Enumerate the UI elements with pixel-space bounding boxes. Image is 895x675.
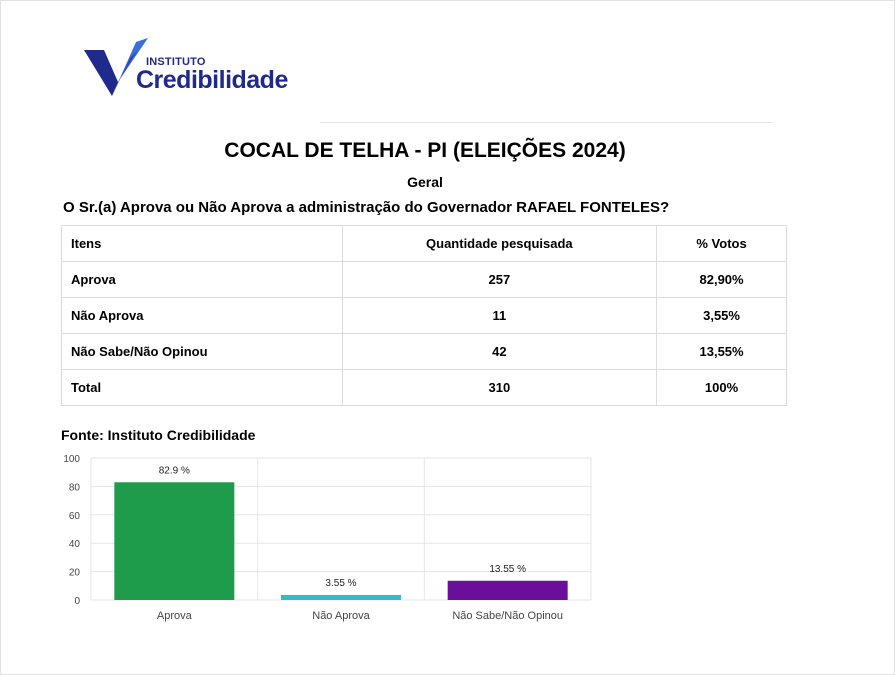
row-item: Total [62,370,343,406]
table-header-row [62,226,787,262]
bar [448,581,568,600]
row-percent: 100% [657,370,787,406]
table-row [62,298,787,334]
y-tick-label: 80 [68,482,80,494]
row-quantidade: 310 [342,370,657,406]
row-item: Não Sabe/Não Opinou [62,334,343,370]
category-label: Não Sabe/Não Opinou [452,610,564,622]
page-subtitle: Geral [407,174,443,190]
data-label: 82.9 % [158,465,190,477]
page-title: COCAL DE TELHA - PI (ELEIÇÕES 2024) [224,139,626,162]
y-tick-label: 100 [63,454,80,465]
survey-question: O Sr.(a) Aprova ou Não Aprova a administração do Governador RAFAEL FONTELES? [63,199,670,216]
y-tick-label: 40 [68,539,80,551]
row-quantidade: 42 [342,334,657,370]
header-itens: Itens [62,226,343,262]
table-row-total [62,370,787,406]
y-tick-label: 20 [68,567,80,579]
table-row [62,334,787,370]
bar [281,595,401,600]
data-label: 3.55 % [325,577,357,589]
row-item: Aprova [62,262,343,298]
row-quantidade: 11 [342,298,657,334]
row-percent: 3,55% [657,298,787,334]
bar-chart [58,450,598,630]
results-table [61,225,787,406]
row-percent: 82,90% [657,262,787,298]
header-votos: % Votos [657,226,787,262]
row-percent: 13,55% [657,334,787,370]
header-quantidade: Quantidade pesquisada [342,226,657,262]
table-row [62,262,787,298]
category-label: Não Aprova [312,610,370,622]
category-label: Aprova [156,610,192,622]
row-item: Não Aprova [62,298,343,334]
source-note: Fonte: Instituto Credibilidade [61,427,256,443]
data-label: 13.55 % [489,563,527,575]
y-tick-label: 60 [68,510,80,522]
row-quantidade: 257 [342,262,657,298]
logo-small-text: INSTITUTO [146,56,206,68]
bar [114,482,234,600]
y-tick-label: 0 [74,596,80,607]
divider [320,122,772,123]
logo-big-text: Credibilidade [136,66,288,94]
